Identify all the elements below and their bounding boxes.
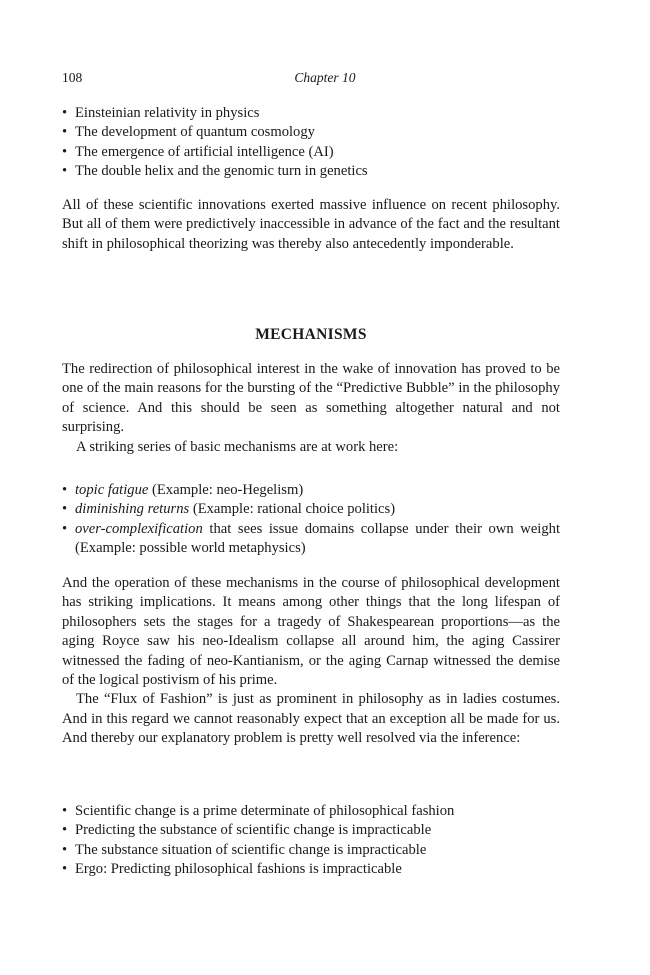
paragraph-redirection: The redirection of philosophical interest in the wake of innovation has proved to be one of the main reasons for the bursting of the “Predictive Bubble” in the philosophy of science. And this should be seen as something altogether natural and not surprising. A striking series of basic mechanisms are at work here: bbox=[62, 360, 560, 457]
bullet-icon: • bbox=[62, 822, 68, 839]
bullet-icon: • bbox=[62, 143, 68, 160]
paragraph-innovations-influence: All of these scientific innovations exerted massive influence on recent philosophy. But all of them were predictively inaccessible in advance of the fact and the resultant shift in philosophical theorizing was thereby also antecedently imponderable. bbox=[62, 197, 560, 252]
bullet-icon: • bbox=[62, 861, 68, 878]
bullet-icon: • bbox=[62, 105, 68, 121]
bullet-icon: • bbox=[62, 124, 68, 141]
bullet-list-mechanisms bbox=[62, 481, 560, 559]
list-item: • The emergence of artificial intelligence (AI) bbox=[62, 143, 560, 162]
paragraph-implications: And the operation of these mechanisms in the course of philosophical development has striking implications. It means among other things that the long lifespan of philosophers sets the stages for a tragedy of Shakespearean proportions—as the aging Royce saw his neo-Idealism collapse all around him, the aging Cassirer witnessed the fading of neo-Kantianism, or the aging Carnap witnessed the demise of the logical postivism of his prime. The “Flux of Fashion” is just as prominent in philosophy as in ladies costumes. And in this regard we cannot reasonably expect that an exception all be made for us. And thereby our explanatory problem is pretty well resolved via the inference: bbox=[62, 574, 560, 749]
bullet-icon: • bbox=[62, 482, 68, 498]
list-item: • Scientific change is a prime determinate of philosophical fashion bbox=[62, 802, 560, 821]
list-item: • Predicting the substance of scientific change is impracticable bbox=[62, 821, 560, 840]
list-item: • over-complexification that sees issue domains collapse under their own weight (Example: possible world metaphysics) bbox=[62, 520, 560, 557]
running-head: Chapter 10 bbox=[294, 70, 356, 85]
list-item: • The substance situation of scientific change is impracticable bbox=[62, 841, 560, 860]
list-item: • Einsteinian relativity in physics bbox=[62, 104, 560, 123]
list-item: • topic fatigue (Example: neo-Hegelism) bbox=[62, 481, 560, 500]
bullet-icon: • bbox=[62, 520, 68, 537]
bullet-icon: • bbox=[62, 803, 68, 819]
bullet-list-innovations bbox=[62, 104, 560, 182]
paragraph-flux-of-fashion: The “Flux of Fashion” is just as prominent in philosophy as in ladies costumes. And in this regard we cannot reasonably expect that an exception all be made for us. And thereby our explanatory problem is pretty well resolved via the inference: bbox=[62, 691, 560, 747]
paragraph-mechanisms-intro: A striking series of basic mechanisms are at work here: bbox=[76, 438, 399, 455]
bullet-list-inference bbox=[62, 802, 560, 880]
page-header bbox=[62, 70, 588, 88]
bullet-icon: • bbox=[62, 163, 68, 180]
bullet-icon: • bbox=[62, 841, 68, 858]
list-item: • Ergo: Predicting philosophical fashions is impracticable bbox=[62, 860, 560, 879]
page-number: 108 bbox=[62, 70, 83, 85]
bullet-icon: • bbox=[62, 501, 68, 518]
section-heading: MECHANISMS bbox=[255, 326, 367, 343]
list-item: • The double helix and the genomic turn in genetics bbox=[62, 162, 560, 181]
list-item: • The development of quantum cosmology bbox=[62, 123, 560, 142]
list-item: • diminishing returns (Example: rational choice politics) bbox=[62, 500, 560, 519]
